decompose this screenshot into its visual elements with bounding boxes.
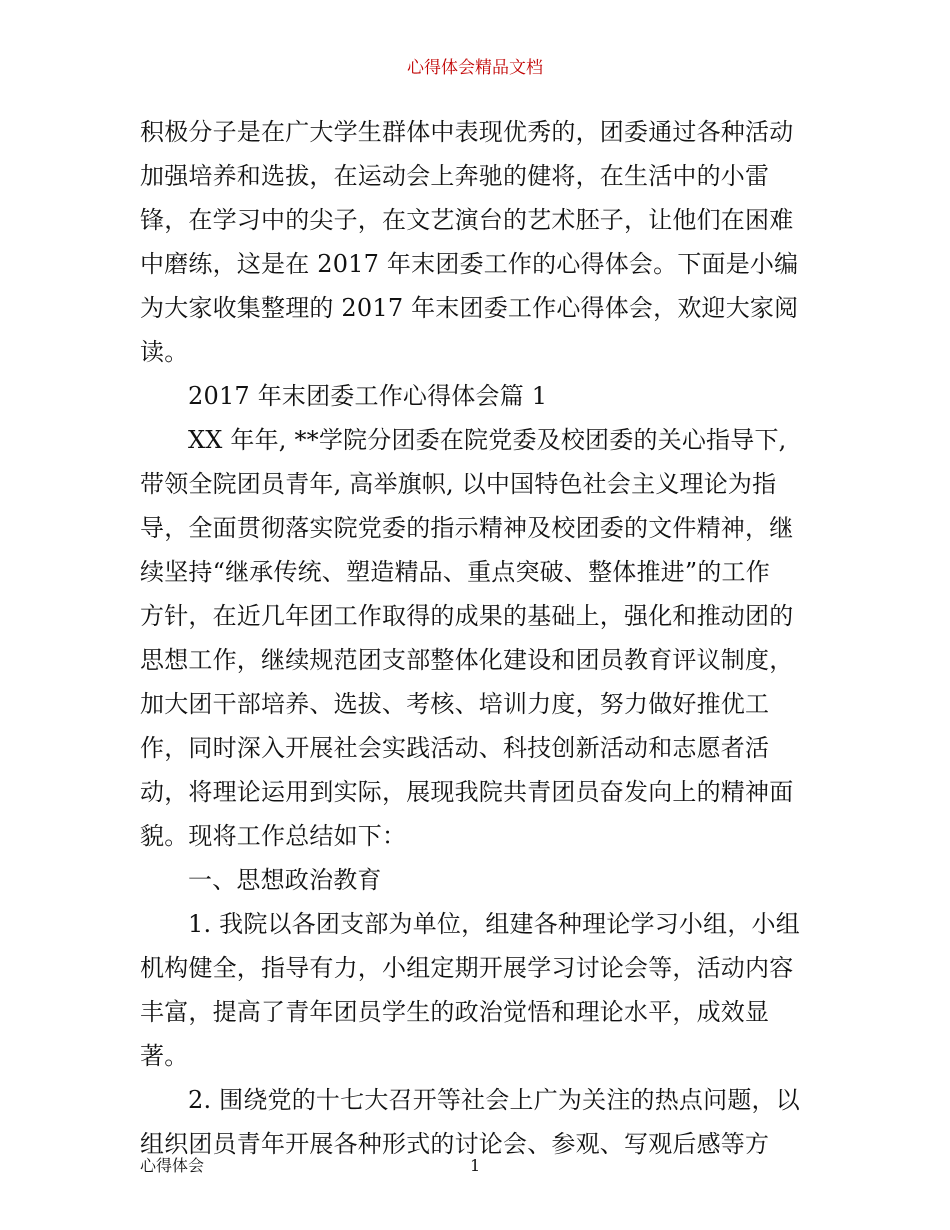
body-line: 加强培养和选拔，在运动会上奔驰的健将，在生活中的小雷 [140, 162, 770, 190]
body-line: 为大家收集整理的 2017 年末团委工作心得体会，欢迎大家阅 [140, 294, 799, 322]
body-line: 组织团员青年开展各种形式的讨论会、参观、写观后感等方 [140, 1130, 770, 1158]
body-line: 2. 围绕党的十七大召开等社会上广为关注的热点问题，以 [188, 1086, 800, 1114]
body-line: 读。 [140, 338, 189, 366]
footer-label: 心得体会 [140, 1156, 205, 1175]
document-header-title: 心得体会精品文档 [407, 58, 543, 78]
body-line: 续坚持“继承传统、塑造精品、重点突破、整体推进”的工作 [140, 558, 770, 586]
body-line: 丰富，提高了青年团员学生的政治觉悟和理论水平，成效显 [140, 998, 770, 1026]
body-line: 作，同时深入开展社会实践活动、科技创新活动和志愿者活 [140, 734, 770, 762]
subsection-heading: 一、思想政治教育 [188, 866, 382, 894]
body-line: 中磨练，这是在 2017 年末团委工作的心得体会。下面是小编 [140, 250, 799, 278]
body-line: 机构健全，指导有力，小组定期开展学习讨论会等，活动内容 [140, 954, 794, 982]
body-line: 方针，在近几年团工作取得的成果的基础上，强化和推动团的 [140, 602, 794, 630]
document-body [140, 110, 815, 1166]
body-line: 1. 我院以各团支部为单位，组建各种理论学习小组，小组 [188, 910, 800, 938]
page-number: 1 [470, 1156, 481, 1175]
body-line: 导，全面贯彻落实院党委的指示精神及校团委的文件精神，继 [140, 514, 794, 542]
body-line: 动，将理论运用到实际，展现我院共青团员奋发向上的精神面 [140, 778, 794, 806]
body-line: 积极分子是在广大学生群体中表现优秀的，团委通过各种活动 [140, 118, 794, 146]
body-line: 带领全院团员青年, 高举旗帜, 以中国特色社会主义理论为指 [140, 470, 777, 498]
body-line: 思想工作，继续规范团支部整体化建设和团员教育评议制度， [140, 646, 794, 674]
section-heading: 2017 年末团委工作心得体会篇 1 [188, 382, 548, 410]
body-line: 锋，在学习中的尖子，在文艺演台的艺术胚子，让他们在困难 [140, 206, 794, 234]
body-line: 加大团干部培养、选拔、考核、培训力度，努力做好推优工 [140, 690, 770, 718]
body-line: 貌。现将工作总结如下： [140, 822, 407, 850]
body-line: 著。 [140, 1042, 189, 1070]
body-line: XX 年年, **学院分团委在院党委及校团委的关心指导下, [188, 426, 787, 454]
